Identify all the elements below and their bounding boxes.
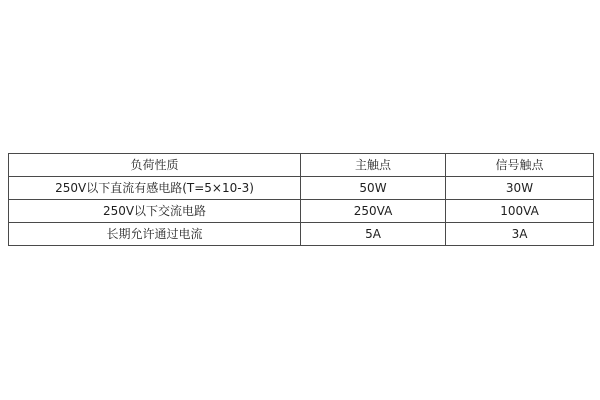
cell-main-contact: 250VA — [301, 200, 446, 223]
header-load-type: 负荷性质 — [9, 154, 301, 177]
table-row — [9, 223, 594, 246]
cell-load-type: 250V以下交流电路 — [9, 200, 301, 223]
cell-main-contact: 5A — [301, 223, 446, 246]
header-main-contact: 主触点 — [301, 154, 446, 177]
cell-load-type: 250V以下直流有感电路(T=5×10-3) — [9, 177, 301, 200]
cell-main-contact: 50W — [301, 177, 446, 200]
table-row — [9, 200, 594, 223]
cell-signal-contact: 100VA — [446, 200, 594, 223]
cell-signal-contact: 30W — [446, 177, 594, 200]
load-spec-table — [8, 153, 594, 246]
cell-signal-contact: 3A — [446, 223, 594, 246]
cell-load-type: 长期允许通过电流 — [9, 223, 301, 246]
header-signal-contact: 信号触点 — [446, 154, 594, 177]
table-header-row — [9, 154, 594, 177]
table-row — [9, 177, 594, 200]
